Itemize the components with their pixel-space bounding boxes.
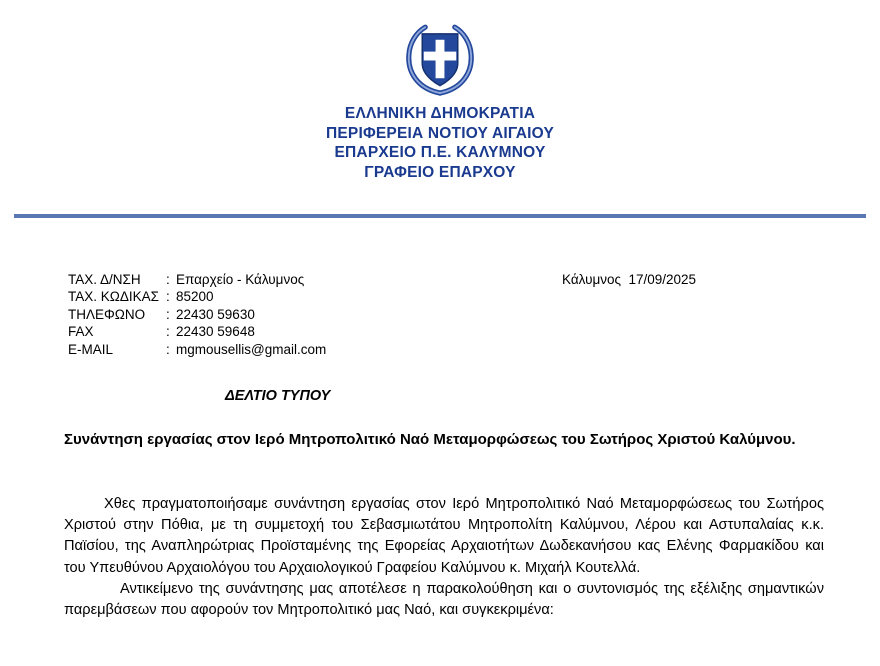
contact-value: 22430 59648 bbox=[176, 324, 255, 340]
org-line-2: ΠΕΡΙΦΕΡΕΙΑ ΝΟΤΙΟΥ ΑΙΓΑΙΟΥ bbox=[325, 124, 555, 142]
org-line-1: ΕΛΛΗΝΙΚΗ ΔΗΜΟΚΡΑΤΙΑ bbox=[344, 105, 536, 122]
contact-separator: : bbox=[166, 306, 170, 322]
place-and-date: Κάλυμνος 17/09/2025 bbox=[562, 272, 697, 287]
contact-separator: : bbox=[166, 324, 170, 340]
contact-separator: : bbox=[166, 341, 170, 357]
contact-row bbox=[68, 271, 326, 288]
body-paragraph: Χθες πραγματοποιήσαμε συνάντηση εργασίας στον Ιερό Μητροπολιτικό Ναό Μεταμορφώσεως του Σωτήρος Χριστού στην Πόθια, με τη συμμετοχή του Σεβασμιωτάτου Μητροπολίτη Καλύμνου, Λέρου και Αστυπαλαίας κ.κ. Παϊσίου, της Αναπληρώτριας Προϊσταμένης της Εφορείας Αρχαιοτήτων Δωδεκανήσου κας Ελένης Φαρμακίδου και του Υπευθύνου Αρχαιολόγου του Αρχαιολογικού Γραφείου Καλύμνου κ. Μιχαήλ Κουτελλά. bbox=[64, 496, 824, 576]
header-divider bbox=[14, 214, 866, 218]
org-line-3: ΕΠΑΡΧΕΙΟ Π.Ε. ΚΑΛΥΜΝΟΥ bbox=[334, 144, 546, 161]
contact-row bbox=[68, 306, 326, 323]
greek-coat-of-arms-icon bbox=[403, 22, 477, 96]
contact-row bbox=[68, 341, 326, 358]
contact-value: 22430 59630 bbox=[176, 306, 255, 322]
organization-header bbox=[0, 104, 880, 182]
email-value: mgmousellis@gmail.com bbox=[176, 341, 327, 357]
contact-block bbox=[68, 271, 326, 358]
emblem-container bbox=[0, 22, 880, 96]
body-paragraph: Αντικείμενο της συνάντησης μας αποτέλεσε η παρακολούθηση και ο συντονισμός της εξέλιξης σημαντικών παρεμβάσεων που αφορούν τον Μητροπολιτικό μας Ναό, και συγκεκριμένα: bbox=[64, 580, 824, 619]
contact-value: 85200 bbox=[176, 289, 214, 305]
contact-row bbox=[68, 288, 326, 305]
contact-separator: : bbox=[166, 272, 170, 287]
contact-label: ΤΑΧ. Δ/ΝΣΗ bbox=[68, 272, 141, 287]
contact-separator: : bbox=[166, 289, 170, 305]
contact-label: FAX bbox=[68, 324, 94, 340]
org-line-4: ΓΡΑΦΕΙΟ ΕΠΑΡΧΟΥ bbox=[364, 163, 516, 181]
document-subject: Συνάντηση εργασίας στον Ιερό Μητροπολιτικό Ναό Μεταμορφώσεως του Σωτήρος Χριστού Καλύμνου. bbox=[64, 431, 796, 448]
contact-label: ΤΑΧ. ΚΩΔΙΚΑΣ bbox=[68, 289, 159, 305]
contact-value: Επαρχείο - Κάλυμνος bbox=[176, 272, 305, 287]
contact-label: E-MAIL bbox=[68, 341, 114, 357]
document-body bbox=[64, 494, 824, 621]
contact-label: ΤΗΛΕΦΩΝΟ bbox=[68, 306, 146, 322]
contact-row bbox=[68, 323, 326, 340]
document-type-title: ΔΕΛΤΙΟ ΤΥΠΟΥ bbox=[225, 388, 331, 404]
